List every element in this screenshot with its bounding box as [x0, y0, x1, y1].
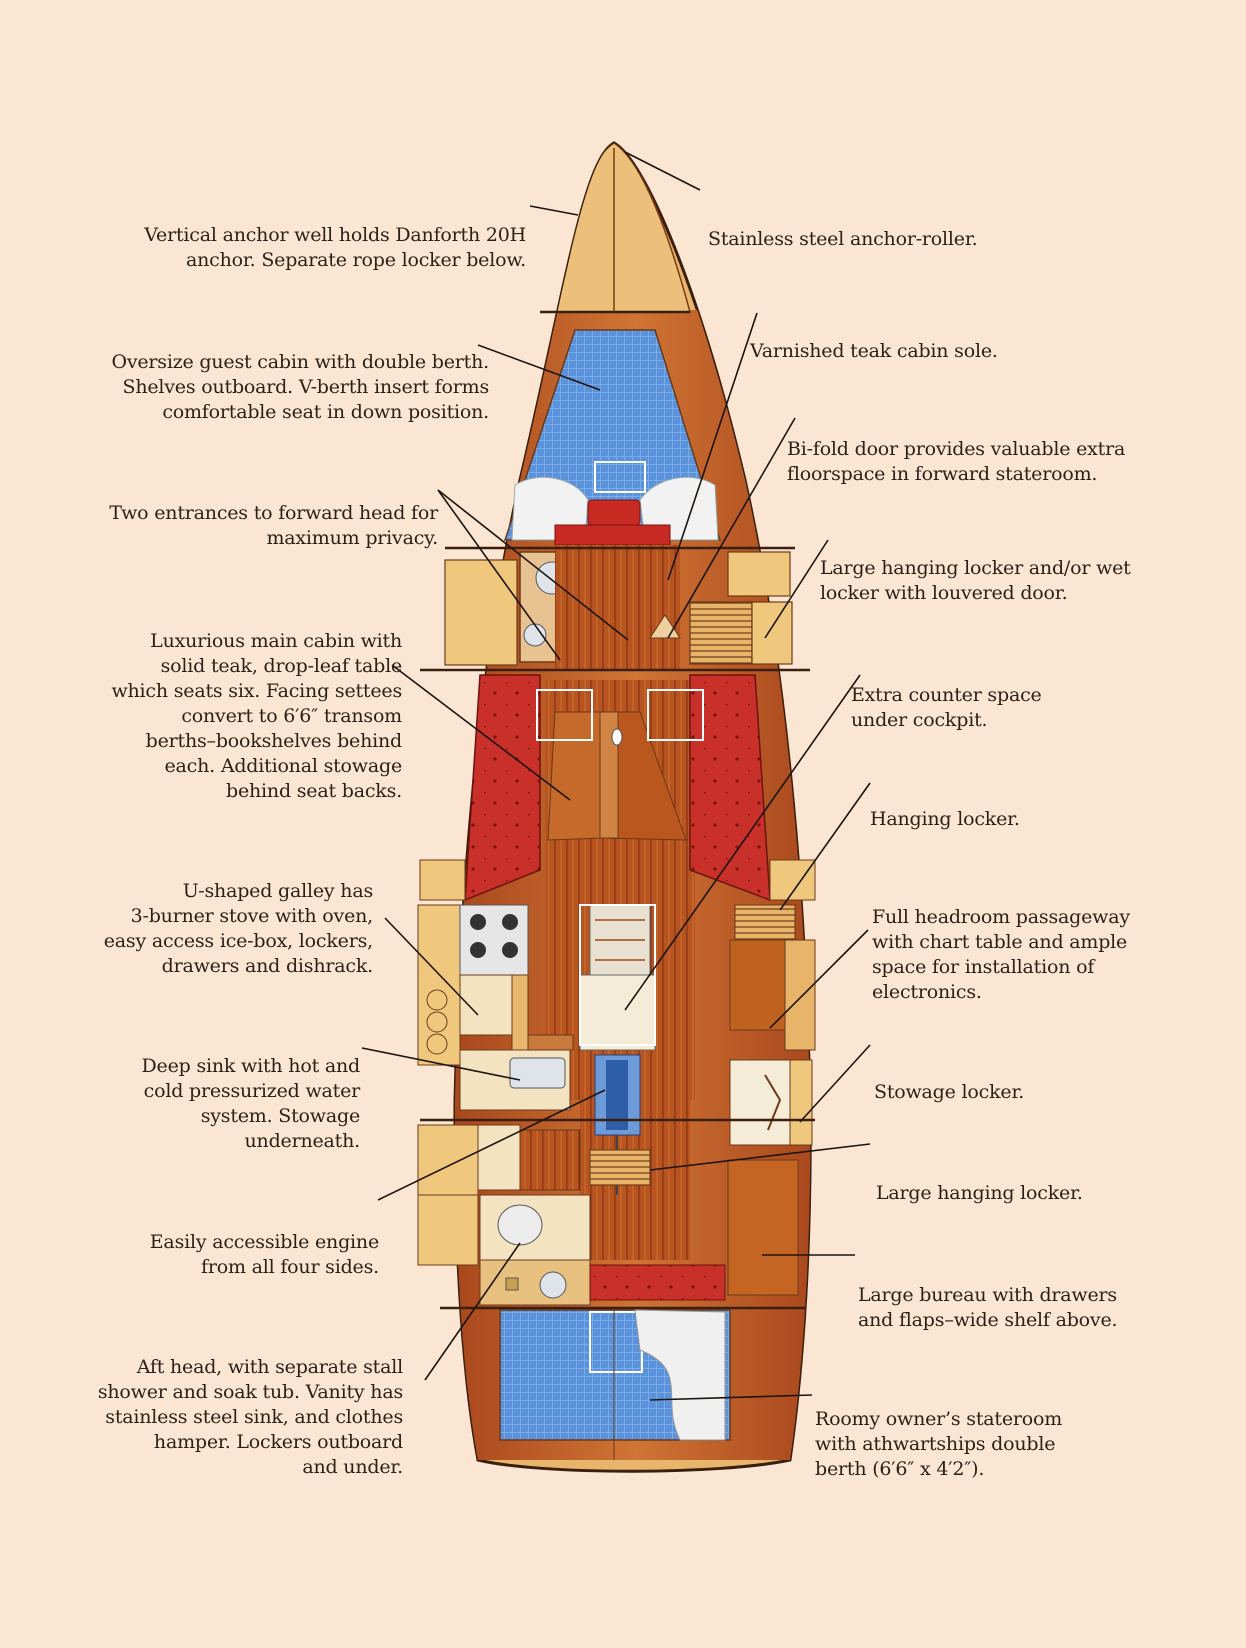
bureau: [728, 1160, 798, 1295]
aft-settee: [590, 1265, 725, 1300]
label-anchor-roller: Stainless steel anchor-roller.: [708, 228, 978, 250]
label-aft-head: Aft head, with separate stall shower and soak tub. Vanity has stainless steel sink, and clothes hamper. Lockers outboard and under.: [97, 1356, 403, 1478]
label-sink: Deep sink with hot and cold pressurized water system. Stowage underneath.: [141, 1055, 360, 1152]
label-forward-head: Two entrances to forward head for maximum privacy.: [109, 502, 438, 549]
owner-stateroom: [500, 1310, 730, 1460]
label-hanging-locker: Hanging locker.: [870, 808, 1020, 830]
label-engine: Easily accessible engine from all four sides.: [149, 1231, 379, 1278]
label-hanging-wet-locker: Large hanging locker and/or wet locker with louvered door.: [820, 557, 1131, 604]
label-stowage-locker: Stowage locker.: [874, 1081, 1025, 1103]
label-anchor-well: Vertical anchor well holds Danforth 20H anchor. Separate rope locker below.: [144, 224, 526, 271]
label-bureau: Large bureau with drawers and flaps–wide shelf above.: [858, 1284, 1118, 1331]
label-passageway: Full headroom passageway with chart table and ample space for installation of electronics.: [872, 906, 1130, 1003]
label-galley: U-shaped galley has 3-burner stove with oven, easy access ice-box, lockers, drawers and dishrack.: [103, 880, 373, 977]
label-cabin-sole: Varnished teak cabin sole.: [750, 340, 998, 362]
label-counter-space: Extra counter space under cockpit.: [851, 684, 1042, 731]
label-main-cabin: Luxurious main cabin with solid teak, drop-leaf table which seats six. Facing settees convert to 6′6″ transom berths–bookshelves behind each. Additional stowage behind seat backs.: [111, 630, 402, 802]
companionway-steps: [580, 905, 655, 1050]
label-owner-stateroom: Roomy owner’s stateroom with athwartships double berth (6′6″ x 4′2″).: [815, 1408, 1063, 1480]
label-large-hanging-locker: Large hanging locker.: [876, 1182, 1083, 1204]
label-guest-cabin: Oversize guest cabin with double berth. Shelves outboard. V-berth insert forms comfortable seat in down position.: [111, 351, 489, 423]
label-bifold-door: Bi-fold door provides valuable extra floorspace in forward stateroom.: [787, 438, 1126, 485]
